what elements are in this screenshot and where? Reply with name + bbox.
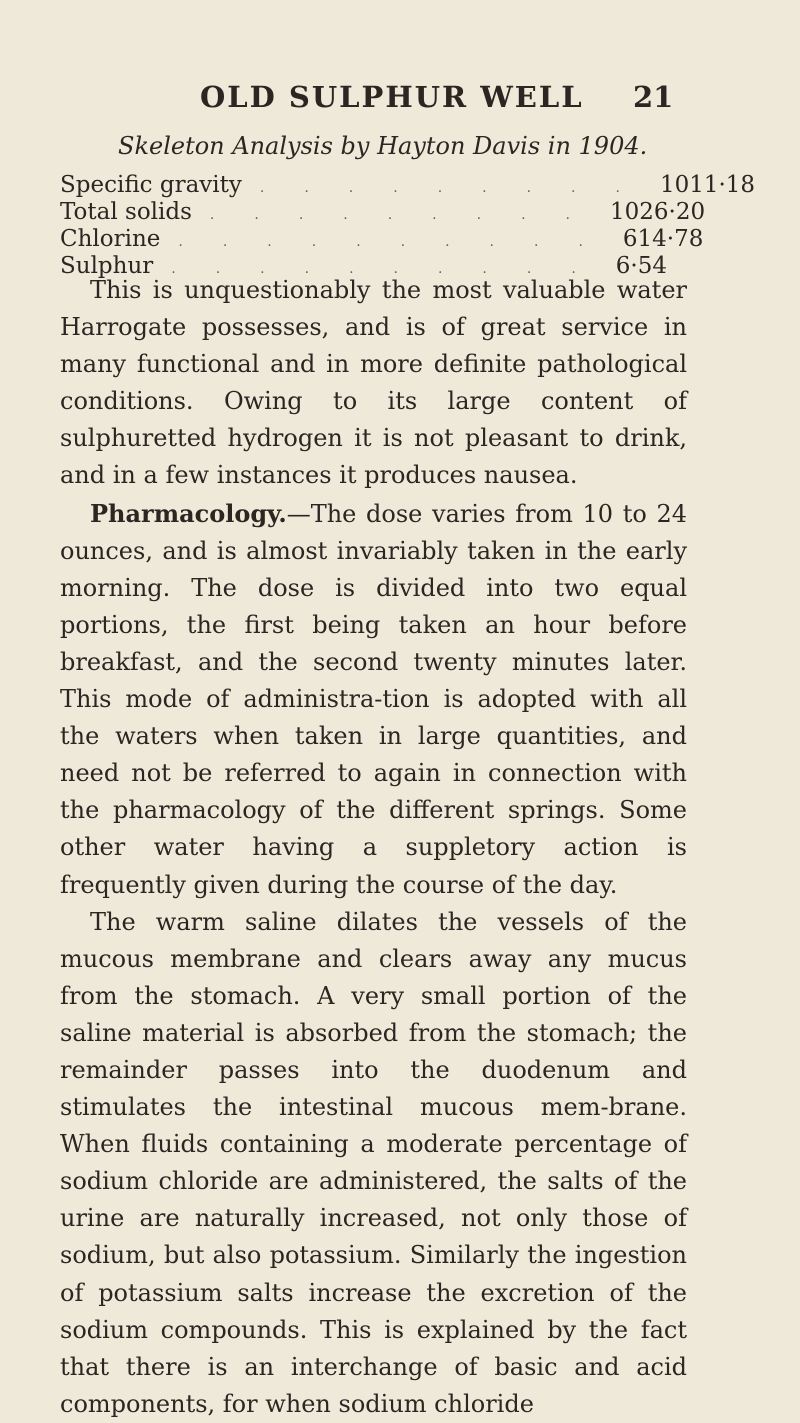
- paragraph-2: [60, 495, 687, 904]
- paragraph-3: The warm saline dilates the vessels of the mucous membrane and clears away any mucus from the stomach. A very small portion of the saline material is absorbed from the stomach; the remainder passes into the duodenum and stimulates the intestinal mucous mem-brane. When fluids containing a moderate percentage of sodium chloride are administered, the salts of the urine are naturally increased, not only those of sodium, but also potassium. Similarly the ingestion of potassium salts increase the excretion of the sodium compounds. This is explained by the fact that there is an interchange of basic and acid components, for when sodium chloride: [60, 907, 687, 1418]
- running-title: OLD SULPHUR WELL: [200, 80, 584, 114]
- paragraph-1: This is unquestionably the most valuable water Harrogate possesses, and is of great service in many functional and in more definite pathological conditions. Owing to its large content of sulphuretted hydrogen it is not pleasant to drink, and in a few instances it produces nausea.: [60, 276, 687, 490]
- page-number: 21: [633, 80, 674, 114]
- analysis-label: Chlorine: [60, 226, 161, 252]
- analysis-label: Total solids: [60, 199, 192, 225]
- body-text: [60, 272, 687, 1423]
- analysis-value: 1011·18: [659, 172, 756, 198]
- analysis-value: 6·54: [615, 253, 668, 279]
- leader-dots: .........: [209, 207, 610, 223]
- analysis-value: 614·78: [622, 226, 704, 252]
- leader-dots: .........: [259, 180, 660, 196]
- analysis-row-total-solids: [60, 199, 706, 226]
- pharmacology-heading: Pharmacology.: [90, 498, 287, 528]
- analysis-caption: Skeleton Analysis by Hayton Davis in 1904.: [118, 132, 648, 160]
- analysis-value: 1026·20: [609, 199, 706, 225]
- leader-dots: ..........: [171, 261, 616, 277]
- analysis-row-chlorine: [60, 226, 704, 253]
- analysis-label: Sulphur: [60, 253, 154, 279]
- analysis-row-specific-gravity: [60, 172, 756, 199]
- paragraph-2-text: —The dose varies from 10 to 24 ounces, and is almost invariably taken in the early morning. The dose is divided into two equal portions, the first being taken an hour before breakfast, and the second twenty minutes later. This mode of administra-tion is adopted with all the waters when taken in large quantities, and need not be referred to again in connection with the pharmacology of the different springs. Some other water having a suppletory action is frequently given during the course of the day.: [60, 499, 687, 899]
- leader-dots: ..........: [178, 234, 623, 250]
- analysis-table: [60, 172, 756, 280]
- analysis-label: Specific gravity: [60, 172, 242, 198]
